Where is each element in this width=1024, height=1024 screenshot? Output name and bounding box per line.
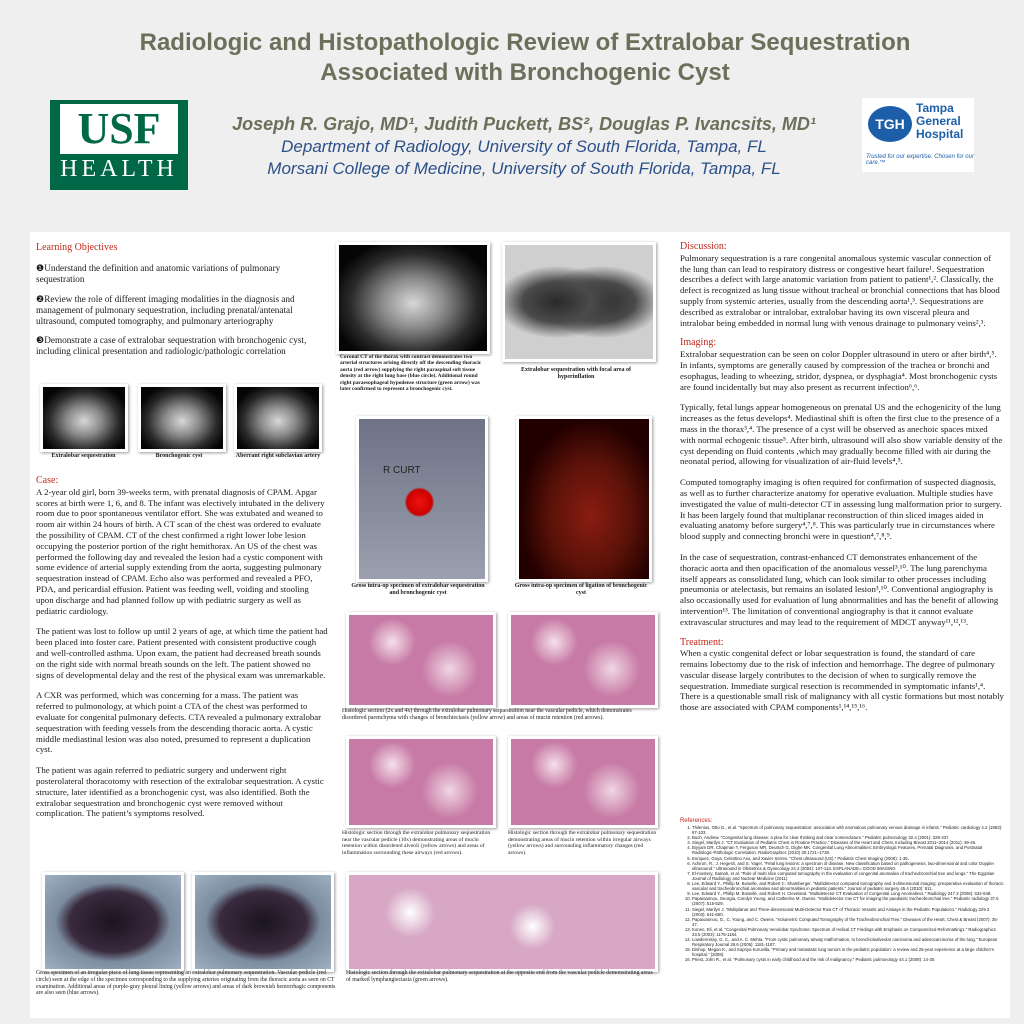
gross-intraop-photo-1 xyxy=(356,416,488,582)
thumb-caption-3: Aberrant right subclavian artery xyxy=(235,453,321,459)
poster-title xyxy=(60,28,990,88)
reference-item: 1. Thilenius, Otto G., et al. "Spectrum of pulmonary sequestration: association with anomalous pulmonary venous drainage in infants." Pediatric cardiology 4.2 (1983): 97-103. xyxy=(692,825,1004,835)
imaging-paragraph-4: In the case of sequestration, contrast-enhanced CT demonstrates enhancement of the thoracic aorta and then opacification of the anomalous vessel³,¹⁰. The lung parenchyma itself appears as consolidated lung, which can look similar to other processes including pneumonia or atelectasis, but remains an isolated lesion³,¹⁰. Conventional angiography is also occasionally used for evaluation of lung abnormalities and has the benefit of allowing intervention¹³. The limitation of conventional angiography is that it cannot evaluate extravascular structures and may lead to the requirement of MDCT anyway¹¹,¹²,¹³. xyxy=(680,551,999,627)
case-paragraph-4: The patient was again referred to pediatric surgery and underwent right posterolateral thoracotomy with resection of the extralobar sequestration. A cystic structure, later identified as a bronchogenic cyst, was also identified. Both the extralobar sequestration and bronchogenic cyst were removed without complication. The patient’s symptoms resolved. xyxy=(36,765,324,819)
references-heading: References: xyxy=(680,818,713,824)
histology-caption-2: Histologic section through the extralobar pulmonary sequestration near the vascular pedicle (10x) demonstrating areas of mucin retention within disordered alveoli (yellow arrows) and areas of inflammation surrounding these airways (red arrows). xyxy=(342,830,491,856)
thumb-caption-1: Extralobar sequestration xyxy=(51,453,116,459)
reference-item: 2. Buch, Andrew. "Congenital lung disease: a plea for clear thinking and clear nomenclature." Pediatric pulmonology 32.4 (2001): 328-337. xyxy=(692,835,1004,840)
discussion-heading: Discussion: xyxy=(680,241,727,252)
objective-1: ❶Understand the definition and anatomic variations of pulmonary sequestration xyxy=(36,263,281,285)
imaging-paragraph-1: Extralobar sequestration can be seen on color Doppler ultrasound in utero or after birth⁴,⁵. In infants, symptoms are generally caused by compression of the trachea or bronchi and esophagus, leading to wheezing, stridor, dyspnea, or dysphagia⁴. Most bronchogenic cysts are found incidentally but may also present as recurrent infection⁶,⁶. xyxy=(680,349,998,392)
reference-item: 9. Lee, Edward Y., Phillip M. Boiselle, and Robert H. Cleveland. "Multidetector CT Evaluation of Congenital Lung Anomalies1." Radiology 247.3 (2008): 632-648. xyxy=(692,891,1004,896)
objective-2: ❷Review the role of different imaging modalities in the diagnosis and management of pulmonary sequestration, including prenatal/antenatal ultrasound, computed tomography, and pulmonary arteriography xyxy=(36,293,295,327)
reference-item: 13. Konen, Eli, et al. "Congenital Pulmonary Venolobar Syndrome: Spectrum of Helical CT Findings with Emphasis on Computerized Reformatting1." Radiographics 23.5 (2003): 1175-1184. xyxy=(692,927,1004,937)
case-paragraph-3: A CXR was performed, which was concerning for a mass. The patient was referred to pulmonology, at which point a CTA of the chest was performed to evaluate for congenital pulmonary defects. CTA revealed a pulmonary extralobar sequestration with feeding vessels from the descending thoracic aorta. A cystic middle mediastinal lesion was also noted, presumed to represent a duplication cyst. xyxy=(36,690,322,755)
reference-item: 14. Lowdermissy, G. C., and A. C. Mehta. "From cystic pulmonary airway malformation, to bronchioloalveolar carcinoma and adenocarcinoma of the lung." European Respiratory Journal 26.6 (2005): 1181-1187. xyxy=(692,937,1004,947)
title-line-1: Radiologic and Histopathologic Review of Extralobar Sequestration xyxy=(139,29,911,56)
usf-logo-top: USF xyxy=(60,104,178,154)
affiliation-2: Morsani College of Medicine, University of South Florida, Tampa, FL xyxy=(267,159,781,178)
gross-intraop-photo-2 xyxy=(516,416,652,582)
histology-image-lymphangiectasia xyxy=(346,872,658,972)
histology-image-4x xyxy=(508,612,658,708)
gross-intraop-caption-1: Gross intra-op specimen of extralobar sequestration and bronchogenic cyst xyxy=(351,583,485,596)
histology-caption-1: Histologic section (2x and 4x) through the extralobar pulmonary sequestration near the vascular pedicle, which demonstrates disordered parenchyma with changes of bronchiectasis (yellow arrow) and areas of mucin retention (red arrows). xyxy=(342,708,632,721)
histology-image-mucin xyxy=(508,736,658,828)
specimen-marker-label: R CURT xyxy=(383,465,421,476)
learning-heading: Learning Objectives xyxy=(36,242,118,253)
reference-item: 12. Papaioannou, G., C. Young, and C. Owens. "Volumetric Computed Tomography of the Tracheobronchial Tree." Diseases of the Heart, Chest & Breast (2007): 35-47. xyxy=(692,917,1004,927)
histology-image-10x xyxy=(346,736,496,828)
tgh-logo-tagline: Trusted for our expertise. Chosen for our care.™ xyxy=(866,154,974,166)
reference-item: 10. Papaioannou, Georgia, Carolyn Young, and Catherine M. Owens. "Multidetector row CT for imaging the paediatric tracheobronchial tree." Pediatric radiology 37.6 (2007): 515-529. xyxy=(692,896,1004,906)
imaging-paragraph-3: Computed tomography imaging is often required for confirmation of suspected diagnosis, as well as to further characterize anatomy for operative evaluation. Multiple studies have investigated the value of multi-detector CT in assessing lung malformation prior to surgery. It has been largely found that multiplanar reconstruction of thin sliced images aided in evaluating anatomy before surgery⁴,⁷,⁸. This was particularly true in circumstances where blood supply and connecting bronchi were in question⁴,⁷,⁸,⁹. xyxy=(680,477,1002,542)
case-section xyxy=(36,476,328,819)
coronal-ct-image xyxy=(336,242,490,354)
specimen-caption: Gross specimen of an irregular piece of lung tissue representing an extralobar pulmonary sequestration. Vascular pedicle (red circle) seen at the edge of the specimen corresponding to the supplying arteries originating from the thoracic aorta as seen on CT examination. Additional areas of purple-gray pleural lining (yellow arrows) and areas of dark brownish hemorrhagic components are also seen (blue arrows). xyxy=(36,970,336,997)
learning-objectives xyxy=(36,242,326,366)
tgh-logo-mark: TGH xyxy=(868,106,912,142)
case-paragraph-1: A 2-year old girl, born 39-weeks term, with prenatal diagnosis of CPAM. Apgar scores at birth were 1, 6, and 8. The infant was electively intubated in the delivery room due to poor spontaneous ventilator effort. She was extubated and weaned to room air within 24 hours of birth. A CT scan of the chest was ordered to evaluate the possibility of CPAM. CT of the chest confirmed a right lower lobe lesion occupying the posterior portion of the right hemithorax. An US of the chest was performed the following day and revealed the lesion had a cystic component with some evidence of arterial supply extending from the aorta, suggesting pulmonary sequestration instead of CPAM. Echo also was performed and revealed a PFO, PDA, and pericardial effusion. Patient was feeding well, voiding and stooling upon discharge and had planned follow up with pediatric surgery as well as pediatric cardiology. xyxy=(36,486,325,616)
histology-caption-4: Histologic section through the extralobar pulmonary sequestration at the opposite end from the vascular pedicle demonstrating areas of marked lymphangiectasia (green arrows). xyxy=(346,970,653,983)
reference-item: 7. El-mostery, Samah, et al. "Role of multi slice computed tomography in the evaluation of congenital anomalies of tracheobronchial tree and lungs." The Egyptian Journal of Radiology and Nuclear Medicine (2011). xyxy=(692,871,1004,881)
gross-specimen-photo-2 xyxy=(192,872,334,972)
reference-item: 5. Enriquez, Goya, Celestino Aso, and Xavier Serres. "Chest ultrasound (US)." Pediatric Chest Imaging (2008): 1-35. xyxy=(692,856,1004,861)
ct-thumb-aberrant-artery xyxy=(234,384,322,452)
imaging-paragraph-2: Typically, fetal lungs appear homogeneous on prenatal US and the echogenicity of the lung increases as the fetus develops⁴. Mediastinal shift is often the first clue to the presence of a mass in the thorax³,⁴. The presence of a cyst will be observed as anechoic spaces mixed with normal echogenic tissue⁵. After birth, ultrasound will also show variable density of the cyst depending on fluid contents ,which may gradually become filled with air during the neonatal period, allowing for visualization of air-fluid levels⁴,⁵. xyxy=(680,402,1003,467)
title-line-2: Associated with Bronchogenic Cyst xyxy=(320,59,730,86)
tgh-logo xyxy=(862,98,974,172)
references-list xyxy=(680,825,1004,963)
case-heading: Case: xyxy=(36,475,59,486)
affiliation-1: Department of Radiology, University of South Florida, Tampa, FL xyxy=(281,137,767,156)
discussion-text: Pulmonary sequestration is a rare congenital anomalous systemic vascular connection of the lung than can lead to respiratory distress or congestive heart failure¹. Sequestration describes a defect with large anatomic variation from patient to patient¹,². Classically, the defect is recognized as lung tissue without tracheal or bronchial connections that has blood supply from systemic arteries, usually from the descending aorta¹,³. Sequestrations are described as extralobar or intralobar, extralobar having its own visceral pleura and intralobar being embedded in normal lung with venous drainage to pulmonary veins²,³. xyxy=(680,252,1000,328)
tgh-logo-name: Tampa General Hospital xyxy=(916,101,964,141)
reference-item: 15. Dishop, Megan K., and Supriya Kuruvilla. "Primary and metastatic lung tumors in the pediatric population: a review and 25-year experience at a large children's hospital." (2008). xyxy=(692,947,1004,957)
thumb-caption-2: Bronchogenic cyst xyxy=(155,453,203,459)
chest-xray-image xyxy=(502,242,656,362)
xray-caption: Extralobar sequestration with focal area of hyperinflation xyxy=(521,367,631,380)
reference-item: 16. Priest, John R., et al. "Pulmonary cysts in early childhood and the risk of malignancy." Pediatric pulmonology 44.1 (2009): 14-30. xyxy=(692,957,1004,962)
reference-item: 3. Siegel, Marilyn J. "CT Evaluation of Pediatric Chest in Routine Practice." Diseases of the Heart and Chest, Including Breast 2011–2014 (2011): 39-46. xyxy=(692,840,1004,845)
treatment-text: When a cystic congenital defect or lobar sequestration is found, the standard of care remains lobectomy due to the risk of infection and hemorrhage. The degree of pulmonary vascular disease largely contributes to the decision of when to surgically remove the sequestration. Immediate surgical resection is recommended in symptomatic infants¹,⁴. There is a questionable small risk of malignancy with all cystic formations but most notably those are associated with CPAM components¹,¹⁴,¹⁵,¹⁶. xyxy=(680,648,1004,713)
gross-intraop-caption-2: Gross intra-op specimen of ligation of bronchogenic cyst xyxy=(514,583,648,596)
ct-thumb-sequestration xyxy=(40,384,128,452)
author-names: Joseph R. Grajo, MD¹, Judith Puckett, BS², Douglas P. Ivancsits, MD¹ xyxy=(232,114,816,134)
reference-item: 6. Achiron, R., J. Hegesh, and S. Yagel. "Fetal lung lesions: a spectrum of disease. New classification based on pathogenesis, two-dimensional and color Doppler ultrasound." Ultrasound in Obstetrics & Gynecology 24.2 (2004): 107-114. ESPLANADE= GOOD IMAGING xyxy=(692,861,1004,871)
reference-item: 11. Siegel, Marilyn J. "Multiplanar and Three-dimensional Multi-Detector Row CT of Thoracic Vessels and Airways in the Pediatric Population1." Radiology 229.3 (2003): 641-650. xyxy=(692,907,1004,917)
right-column xyxy=(680,242,1004,713)
references-section xyxy=(680,818,1004,963)
gross-specimen-photo-1 xyxy=(42,872,184,972)
histology-image-2x xyxy=(346,612,496,708)
histology-caption-3: Histologic section through the extralobar pulmonary sequestration demonstrating areas of mucin retention within irregular airways (yellow arrows) and surrounding inflammatory changes (red arrows). xyxy=(508,830,657,856)
treatment-heading: Treatment: xyxy=(680,636,724,648)
author-block xyxy=(196,112,852,180)
coronal-ct-caption: Coronal CT of the thorax with contrast demonstrates two arterial structures arising directly off the descending thoracic aorta (red arrow) supplying the right paraspinal soft tissue density at the right lung base (blue circle). Additional round right paraesophageal hypodense structure (green arrow) was later confirmed to represent a bronchogenic cyst. xyxy=(340,354,482,393)
usf-health-logo xyxy=(50,100,188,190)
reference-item: 8. Lee, Edward Y., Phillip M. Boiselle, and Robert C. Shamberger. "Multidetector computed tomography and 3-dimensional imaging: preoperative evaluation of thoracic vascular and tracheobronchial anomalies and abnormalities in pediatric patients." Journal of pediatric surgery 45.4 (2010): 811. xyxy=(692,881,1004,891)
reference-item: 4. Biyyam DR, Chapman T, Ferguson MR, Deutsch G, Dighe MK. Congenital Lung Abnormalities: Embryologic Features, Prenatal Diagnosis, and Postnatal Radiologic-Pathologic Correlation. RadioGraphics (2010) 30:1721–1738. xyxy=(692,845,1004,855)
imaging-heading: Imaging: xyxy=(680,337,717,349)
objective-3: ❸Demonstrate a case of extralobar sequestration with bronchogenic cyst, including clinical presentation and radiologic/pathologic correlation xyxy=(36,335,307,357)
usf-logo-bottom: HEALTH xyxy=(60,156,178,182)
case-paragraph-2: The patient was lost to follow up until 2 years of age, at which time the patient had been placed into foster care. Patient presented with consistent productive cough and well-controlled asthma. Upon exam, the patient had decreased breath sounds on the right side with normal breath sounds on the left. The patient showed no signs of developmental delay and the rest of the physical exam was unremarkable. xyxy=(36,626,328,680)
ct-thumb-bronchogenic-cyst xyxy=(138,384,226,452)
